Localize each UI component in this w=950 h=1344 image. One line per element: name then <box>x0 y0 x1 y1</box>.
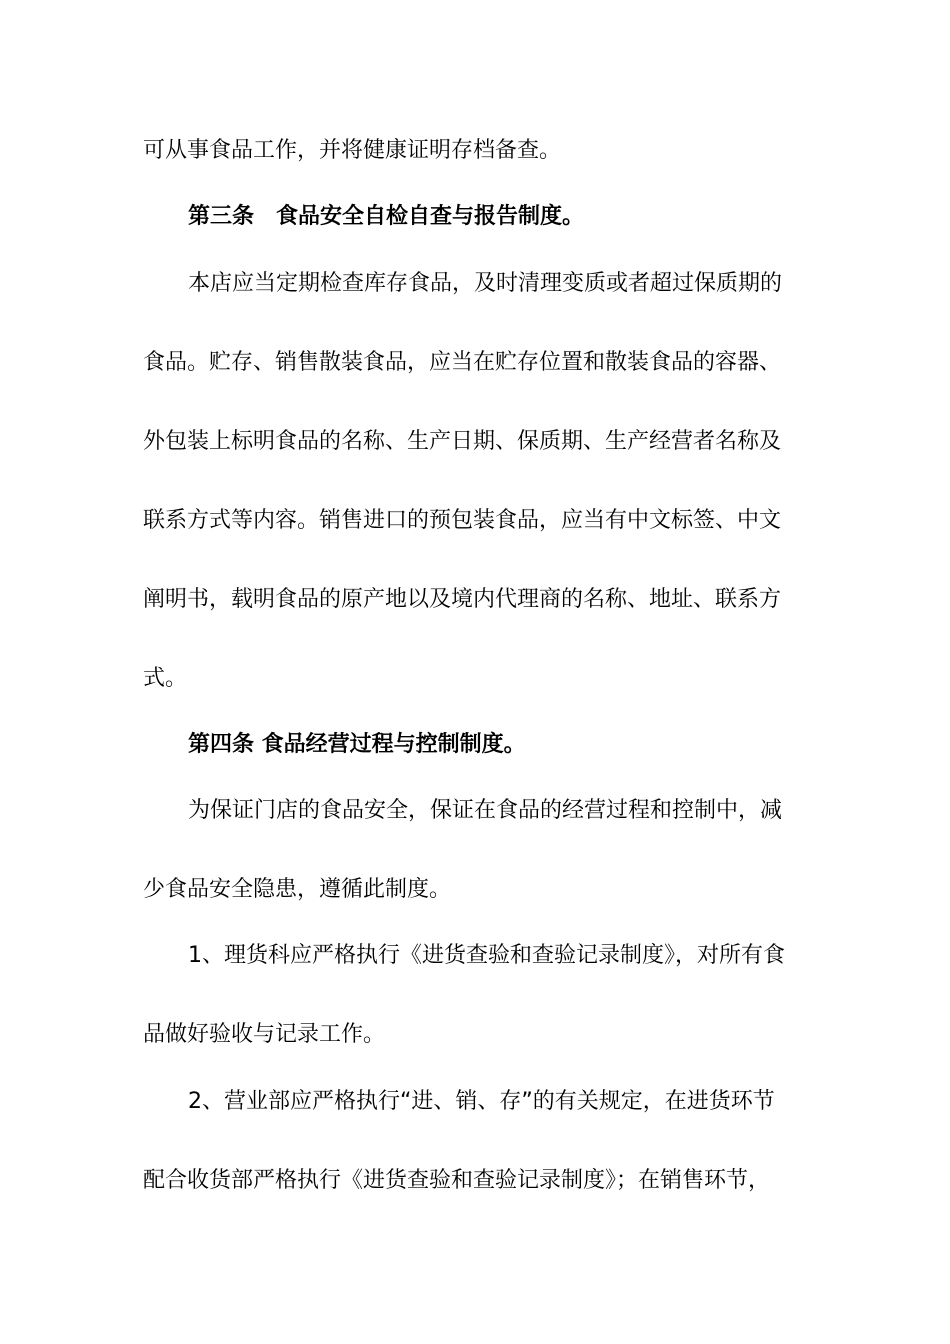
paragraph-line: 品做好验收与记录工作。 <box>143 1022 386 1047</box>
paragraph-line: 食品。贮存、销售散装食品，应当在贮存位置和散装食品的容器、 <box>143 350 782 375</box>
article-4-heading: 第四条 食品经营过程与控制制度。 <box>188 732 526 757</box>
paragraph-line: 少食品安全隐患，遵循此制度。 <box>143 877 452 902</box>
paragraph-line: 本店应当定期检查库存食品，及时清理变质或者超过保质期的 <box>188 271 783 296</box>
paragraph-line: 联系方式等内容。销售进口的预包装食品，应当有中文标签、中文 <box>143 508 782 533</box>
paragraph-line: 为保证门店的食品安全，保证在食品的经营过程和控制中，减 <box>188 798 783 823</box>
paragraph-line: 配合收货部严格执行《进货查验和查验记录制度》；在销售环节， <box>143 1168 771 1193</box>
paragraph-line: 式。 <box>143 666 188 691</box>
paragraph-line: 可从事食品工作，并将健康证明存档备查。 <box>143 138 562 163</box>
list-item-2: 2、营业部应严格执行“进、销、存”的有关规定，在进货环节 <box>188 1089 775 1114</box>
article-3-heading: 第三条 食品安全自检自查与报告制度。 <box>188 204 585 229</box>
paragraph-line: 外包装上标明食品的名称、生产日期、保质期、生产经营者名称及 <box>143 429 782 454</box>
list-item-1: 1、理货科应严格执行《进货查验和查验记录制度》，对所有食 <box>188 943 785 968</box>
paragraph-line: 阐明书，载明食品的原产地以及境内代理商的名称、地址、联系方 <box>143 587 782 612</box>
